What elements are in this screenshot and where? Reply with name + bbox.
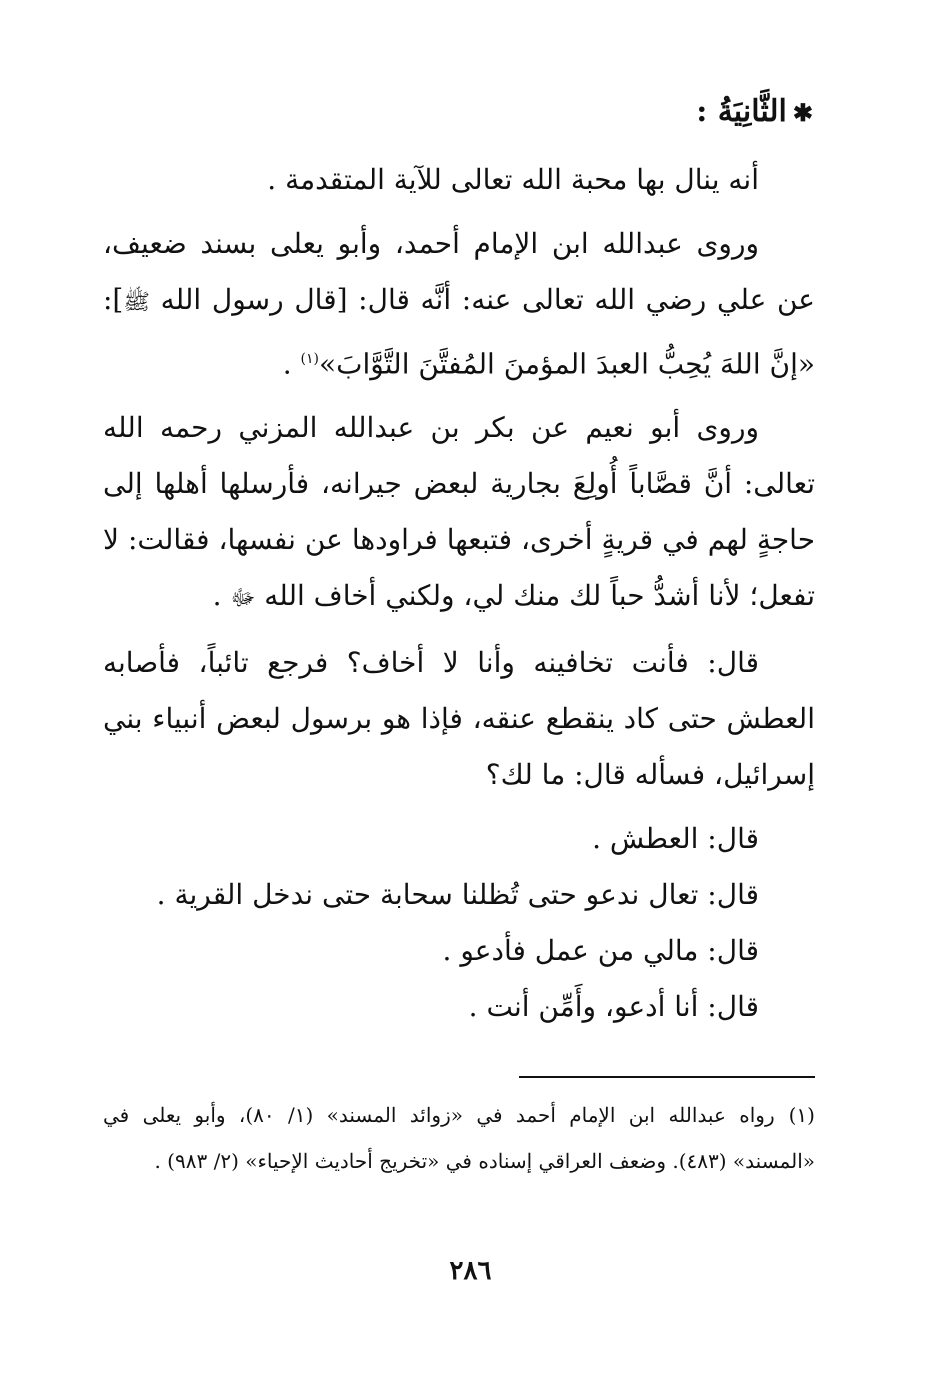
paragraph-4: قال: فأنت تخافينه وأنا لا أخاف؟ فرجع تائباً، فأصابه العطش حتى كاد ينقطع عنقه، فإذا هو برسول لبعض أنبياء بني إسرائيل، فسأله قال: ما لك؟: [103, 646, 815, 792]
salutation-symbol: ﷺ: [123, 290, 150, 315]
footnote-text: رواه عبدالله ابن الإمام أحمد في «زوائد المسند» (١/ ٨٠)، وأبو يعلى في «المسند» (٤٨٣). وضعف العراقي إسناده في «تخريج أحاديث الإحياء» (٢/ ٩٨٣) .: [103, 1103, 815, 1173]
section-heading-text: الثَّانِيَةُ :: [696, 94, 787, 129]
dialog-line: قال: أنا أدعو، وأَمِّن أنت .: [468, 990, 759, 1024]
glorification-symbol: ﷻ: [230, 586, 256, 612]
asterisk-icon: ✱: [792, 98, 813, 127]
main-text: [103, 152, 815, 1035]
footnote-section: [103, 1092, 815, 1184]
dialog-line: قال: تعال ندعو حتى تُظلنا سحابة حتى ندخل القرية .: [156, 878, 759, 912]
paragraph-3: وروى أبو نعيم عن بكر بن عبدالله المزني رحمه الله تعالى: أنَّ قصَّاباً أُولِعَ بجارية لبعض جيرانه، فأرسلها أهلها إلى حاجةٍ لهم في قريةٍ أخرى، فتبعها فراودها عن نفسها، فقالت: لا تفعل؛ لأنا أشدُّ حباً لك منك لي، ولكني أخاف الله ﷻ .: [103, 411, 815, 613]
page-number: ٢٨٦: [449, 1256, 492, 1286]
paragraph-2: وروى عبدالله ابن الإمام أحمد، وأبو يعلى بسند ضعيف، عن علي رضي الله تعالى عنه: أنَّه قال: [قال رسول الله ﷺ]: «إنَّ اللهَ يُحِبُّ العبدَ المؤمنَ المُفتَّنَ التَّوَّابَ»$^{(١)}$ .: [103, 227, 815, 381]
dialog-line: قال: العطش .: [592, 822, 759, 856]
footnote-divider: [519, 1076, 815, 1078]
section-heading: [696, 94, 813, 130]
footnote-reference[interactable]: (١): [300, 351, 319, 367]
footnote-number: (١): [788, 1103, 815, 1127]
dialog-line: قال: مالي من عمل فأدعو .: [442, 934, 759, 968]
paragraph-1: أنه ينال بها محبة الله تعالى للآية المتقدمة .: [267, 163, 759, 196]
